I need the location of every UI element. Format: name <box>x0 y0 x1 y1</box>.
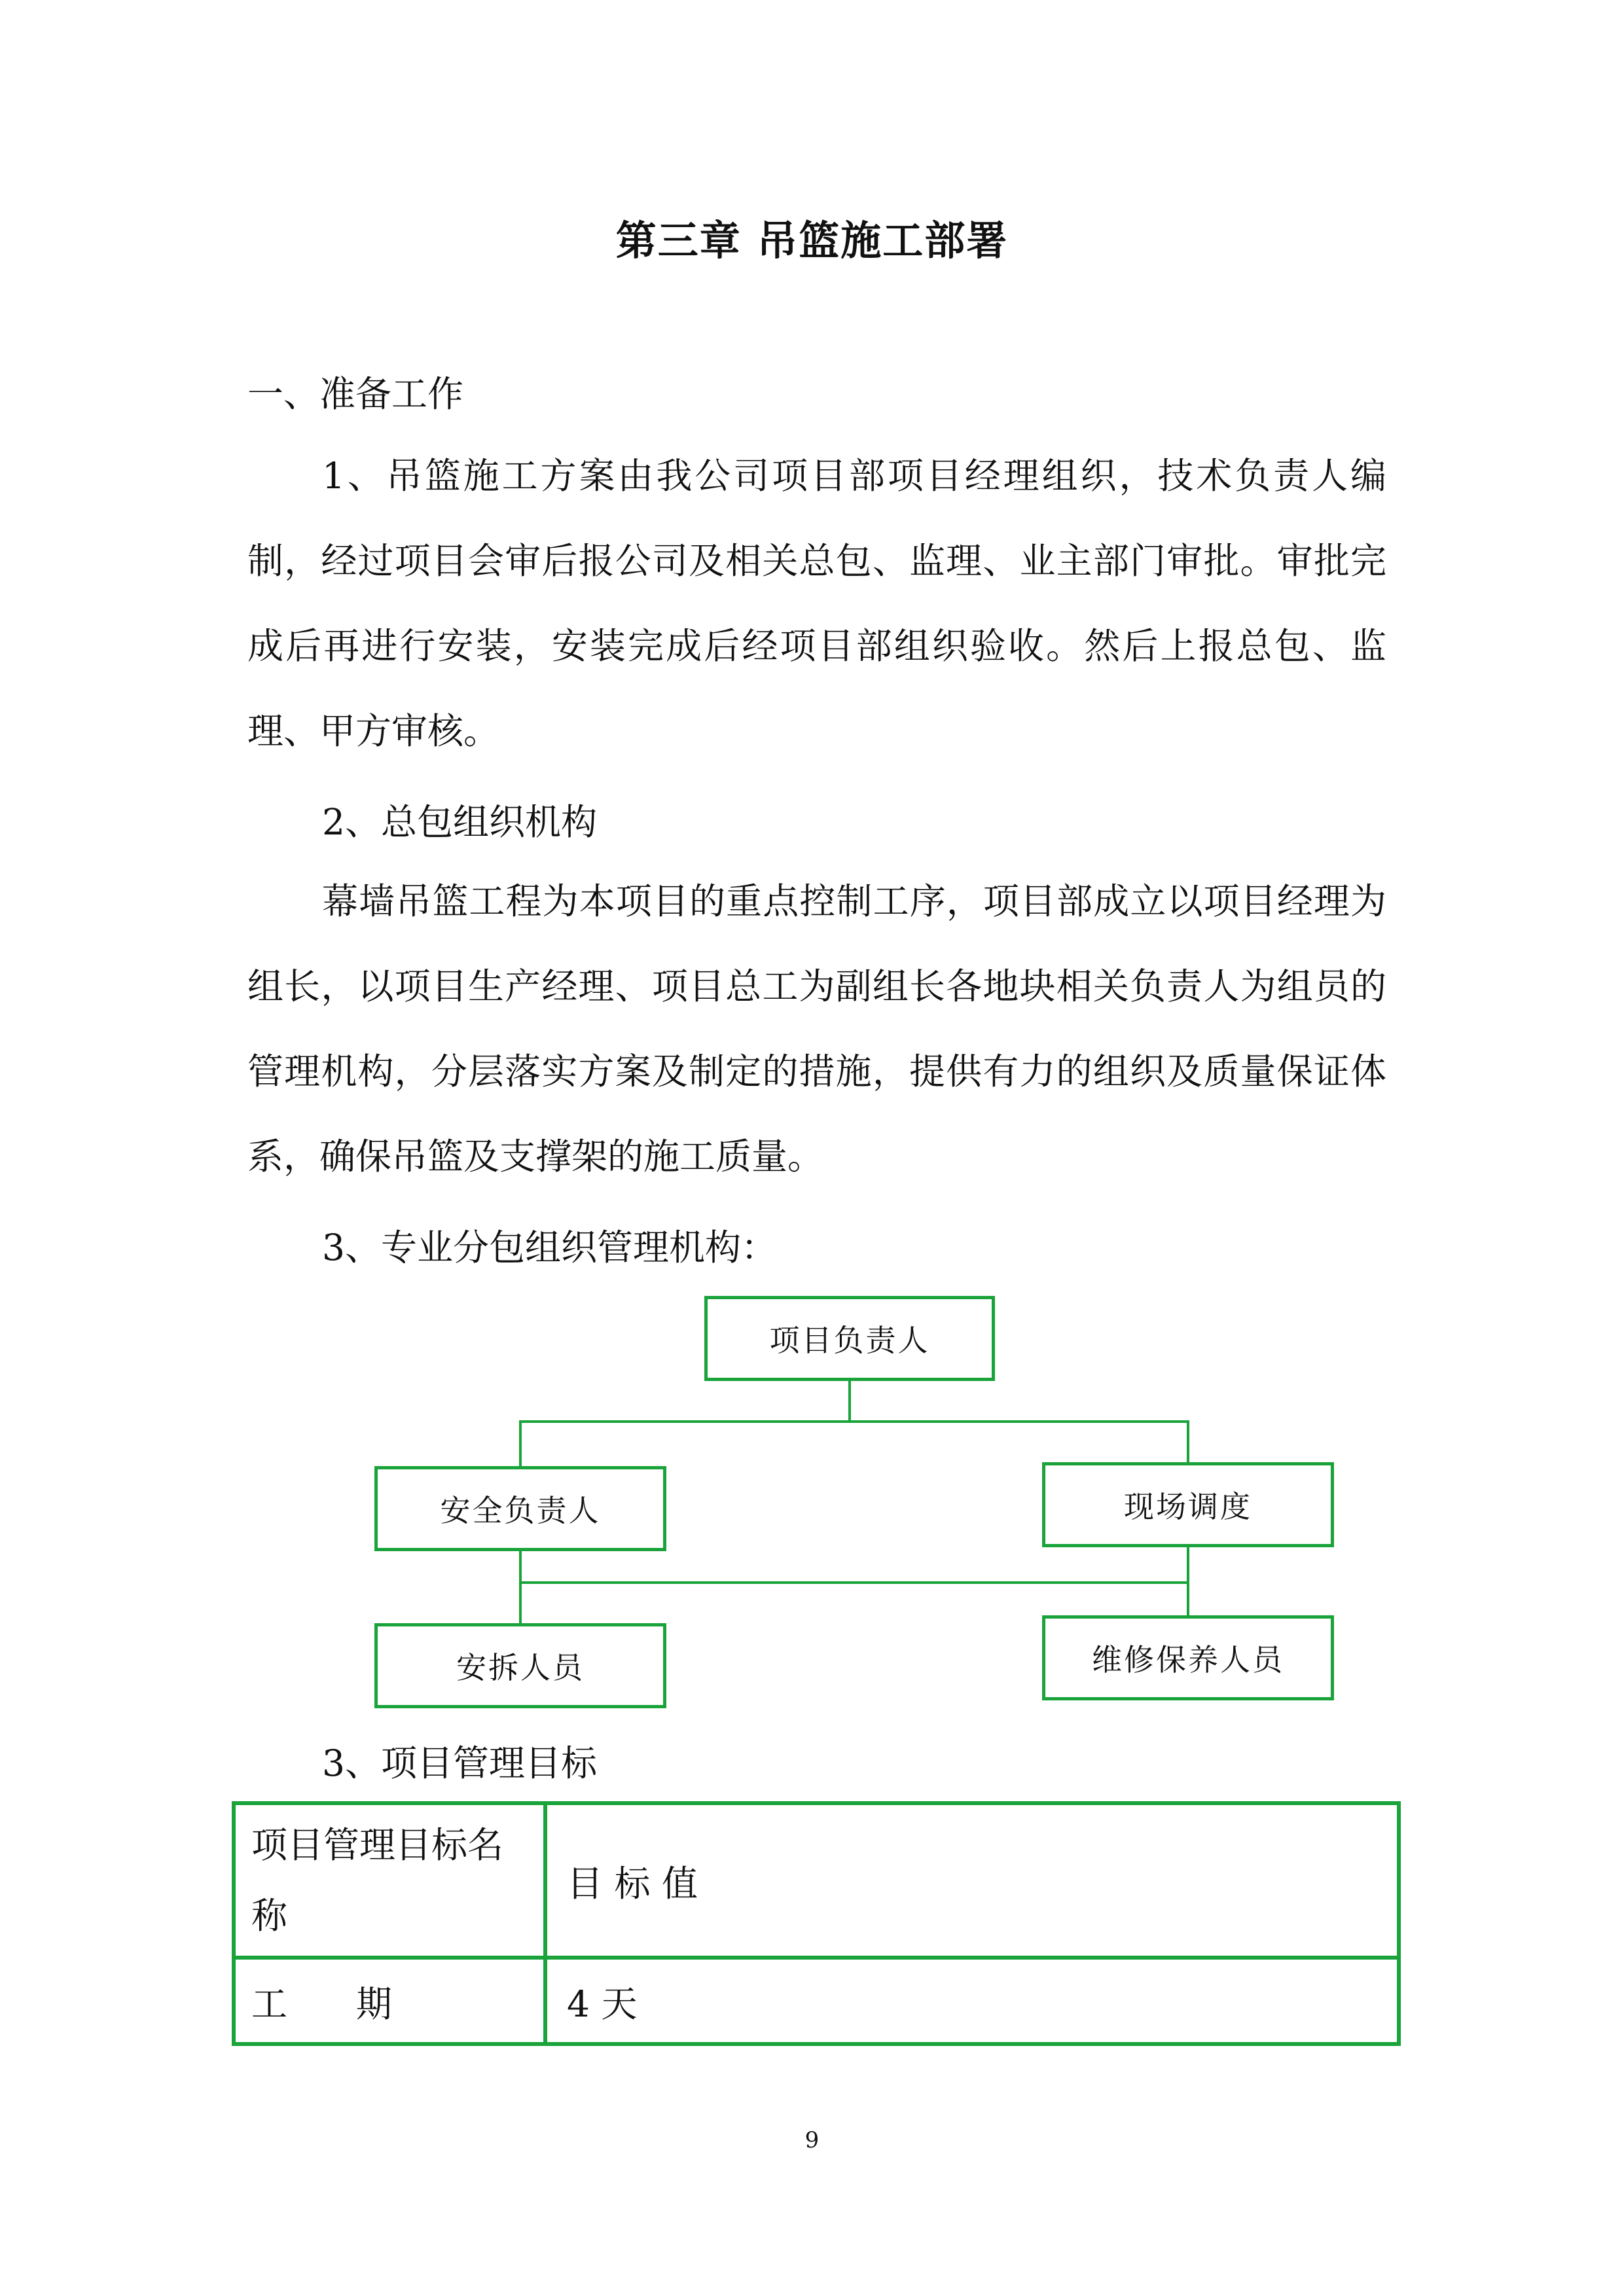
item-2-paragraph: 幕墙吊篮工程为本项目的重点控制工序，项目部成立以项目经理为组长，以项目生产经理、项目总工为副组长各地块相关负责人为组员的管理机构，分层落实方案及制定的措施，提供有力的组织及质量保证体系，确保吊篮及支撑架的施工质量。 <box>247 880 1386 1177</box>
connector <box>848 1381 851 1422</box>
org-node-maintenance-crew: 维修保养人员 <box>1042 1615 1334 1700</box>
table-cell-duration-label: 工 期 <box>234 1958 545 2044</box>
org-node-project-lead: 项目负责人 <box>704 1296 995 1381</box>
connector <box>519 1420 522 1466</box>
connector <box>519 1420 1189 1423</box>
org-node-safety-lead: 安全负责人 <box>374 1466 666 1551</box>
item-2-heading: 2、总包组织机构 <box>322 801 597 843</box>
table-row <box>234 1803 1399 1958</box>
item-4-heading: 3、项目管理目标 <box>322 1742 597 1784</box>
page-number: 9 <box>804 2127 820 2153</box>
table-cell-duration-value: 4 天 <box>545 1958 1399 2044</box>
goals-table <box>232 1801 1401 2046</box>
table-header-value: 目 标 值 <box>545 1803 1399 1958</box>
item-3-heading: 3、专业分包组织管理机构： <box>322 1227 777 1268</box>
connector <box>519 1581 1189 1584</box>
chapter-title: 第三章 吊篮施工部署 <box>615 217 1009 264</box>
connector <box>1187 1420 1189 1462</box>
connector <box>519 1551 522 1623</box>
table-row <box>234 1958 1399 2044</box>
org-node-site-dispatch: 现场调度 <box>1042 1462 1334 1547</box>
org-node-installation-crew: 安拆人员 <box>374 1623 666 1708</box>
section-heading-preparation: 一、准备工作 <box>247 373 464 415</box>
item-1-paragraph: 1、吊篮施工方案由我公司项目部项目经理组织，技术负责人编制，经过项目会审后报公司及相关总包、监理、业主部门审批。审批完成后再进行安装，安装完成后经项目部组织验收。然后上报总包、监理、甲方审核。 <box>247 455 1386 752</box>
table-header-name: 项目管理目标名称 <box>234 1803 545 1958</box>
